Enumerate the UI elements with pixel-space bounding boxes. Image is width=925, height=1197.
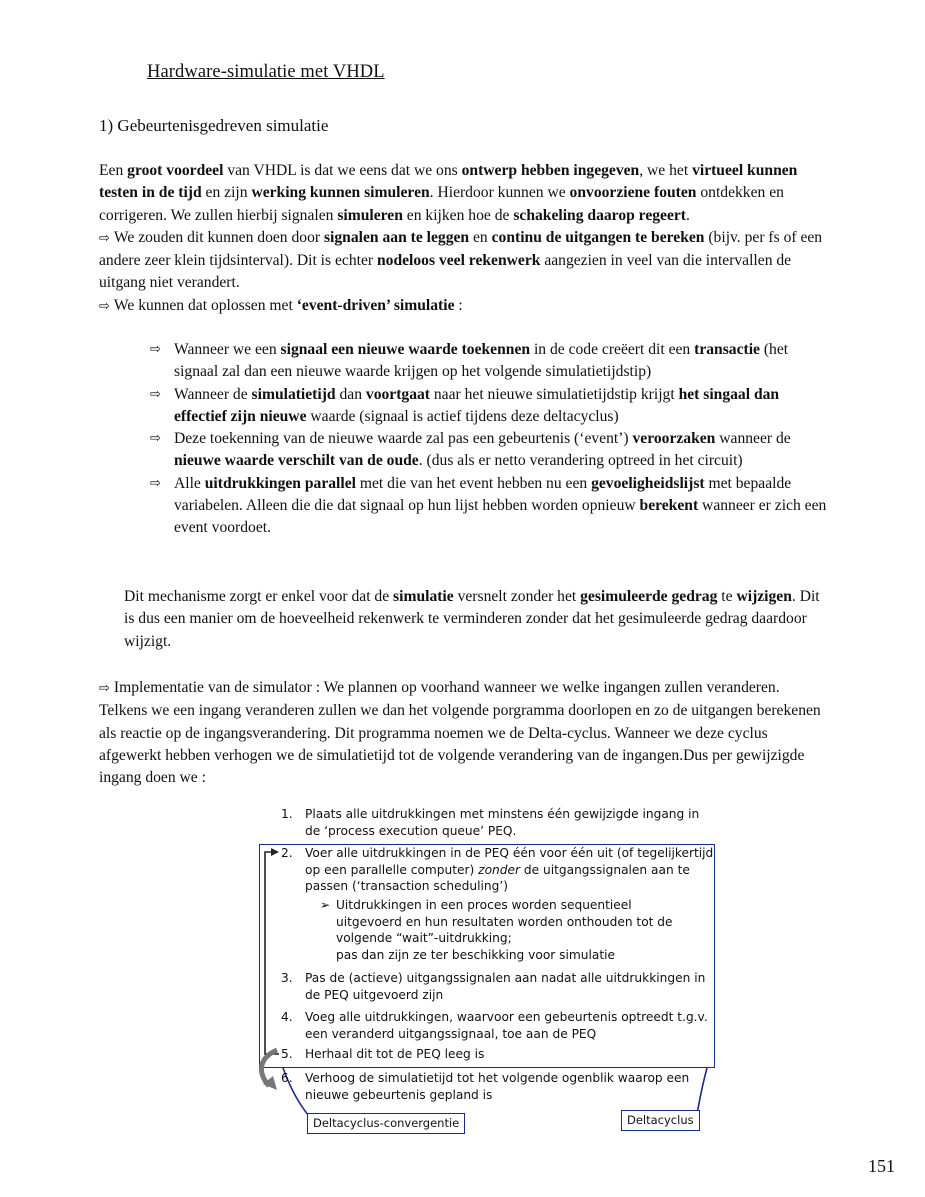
list-item: ⇨ Deze toekenning van de nieuwe waarde zal pas een gebeurtenis (‘event’) veroorzaken wanneer de nieuwe waarde verschilt van de oude. (dus als er netto verandering optreed in het circuit) (150, 430, 791, 470)
arrow-icon: ⇨ (99, 298, 110, 314)
list-item: ⇨ Wanneer de simulatietijd dan voortgaat naar het nieuwe simulatietijdstip krijgt het singaal dan effectief zijn nieuwe waarde (signaal is actief tijdens deze deltacyclus) (150, 385, 780, 425)
arrow-icon: ⇨ (150, 475, 161, 491)
deltacycle-figure: 1. Plaats alle uitdrukkingen met minstens één gewijzigde ingang in de ‘process execution queue’ PEQ. 2. Voer alle uitdrukkingen in de PEQ één voor één uit (of tegelijkertijd op een parallelle computer) zonder de uitgangssignalen aan te passen (‘transaction scheduling’) ➢ Uitdrukkingen in een proces worden sequentieel uitgevoerd en hun resultaten worden onthouden tot de volgende “wait”-uitdrukking; pas dan zijn ze ter beschikking voor simulatie 3. Pas de (actieve) uitgangssignalen aan nadat alle uitdrukkingen in de PEQ uitgevoerd zijn 4. Voeg alle uitdrukkingen, waarvoor een gebeurtenis optreedt t.g.v. een veranderd uitgangssignaal, toe aan de PEQ 5. Herhaal dit tot de PEQ leeg is 6. Verhoog de simulatietijd tot het volgende ogenblik waarop een nieuwe gebeurtenis gepland is Deltacyclus-convergentie Deltacyclus (255, 800, 725, 1140)
section-heading: 1) Gebeurtenisgedreven simulatie (99, 116, 329, 135)
list-item: ⇨ Wanneer we een signaal een nieuwe waarde toekennen in de code creëert dit een transactie (het signaal zal dan een nieuwe waarde krijgen op het volgende simulatietijdstip) (150, 341, 789, 381)
arrow-icon: ⇨ (150, 386, 161, 402)
page-title: Hardware-simulatie met VHDL (147, 62, 385, 82)
arrowhead-bullet-icon: ➢ (320, 898, 331, 912)
paragraph-event-driven: ⇨ We kunnen dat oplossen met ‘event-driven’ simulatie : (99, 296, 463, 314)
arrow-icon: ⇨ (150, 342, 161, 357)
paragraph-mechanism: Dit mechanisme zorgt er enkel voor dat de simulatie versnelt zonder het gesimuleerde gedrag te wijzigen. Dit is dus een manier om de hoeveelheid rekenwerk te verminderen zonder dat het gesimuleerde gedrag daardoor wijzigt. (124, 588, 820, 650)
arrow-icon: ⇨ (150, 431, 161, 447)
label-deltacyclus: Deltacyclus (621, 1110, 700, 1131)
arrow-icon: ⇨ (99, 681, 110, 696)
page-number: 151 (868, 1156, 895, 1176)
paragraph-continuous: ⇨ We zouden dit kunnen doen door signalen aan te leggen en continu de uitgangen te bereken (bijv. per fs of een andere zeer klein tijdsinterval). Dit is echter nodeloos veel rekenwerk aangezien in veel van die intervallen de uitgang niet verandert. (99, 228, 823, 292)
list-item: ⇨ Alle uitdrukkingen parallel met die van het event hebben nu een gevoeligheidslijst met bepaalde variabelen. Alleen die die dat signaal op hun lijst hebben worden opnieuw berekent wanneer er zich een event voordoet. (150, 474, 827, 537)
arrow-icon: ⇨ (99, 230, 110, 246)
event-driven-list (150, 339, 830, 540)
paragraph-intro: Een groot voordeel van VHDL is dat we eens dat we ons ontwerp hebben ingegeven, we het virtueel kunnen testen in de tijd en zijn werking kunnen simuleren. Hierdoor kunnen we onvoorziene fouten ontdekken en corrigeren. We zullen hierbij signalen simuleren en kijken hoe de schakeling daarop regeert. ⇨ We zouden dit kunnen doen door signalen aan te leggen en continu de uitgangen te bereken (bijv. per fs of een andere zeer klein tijdsinterval). Dit is echter nodeloos veel rekenwerk aangezien in veel van die intervallen de uitgang niet verandert. ⇨ We kunnen dat oplossen met ‘event-driven’ simulatie : (99, 160, 827, 318)
paragraph-implementation: ⇨ Implementatie van de simulator : We plannen op voorhand wanneer we welke ingangen zullen veranderen. Telkens we een ingang veranderen zullen we dan het volgende porgramma doorlopen en zo de uitgangen berekenen als reactie op de ingangsverandering. Dit programma noemen we de Delta-cyclus. Wanneer we deze cyclus afgewerkt hebben verhogen we de simulatietijd tot de volgende verandering van de ingangen.Dus per gewijzigde ingang doen we : (99, 679, 821, 787)
label-deltacyclus-convergentie: Deltacyclus-convergentie (307, 1113, 465, 1134)
